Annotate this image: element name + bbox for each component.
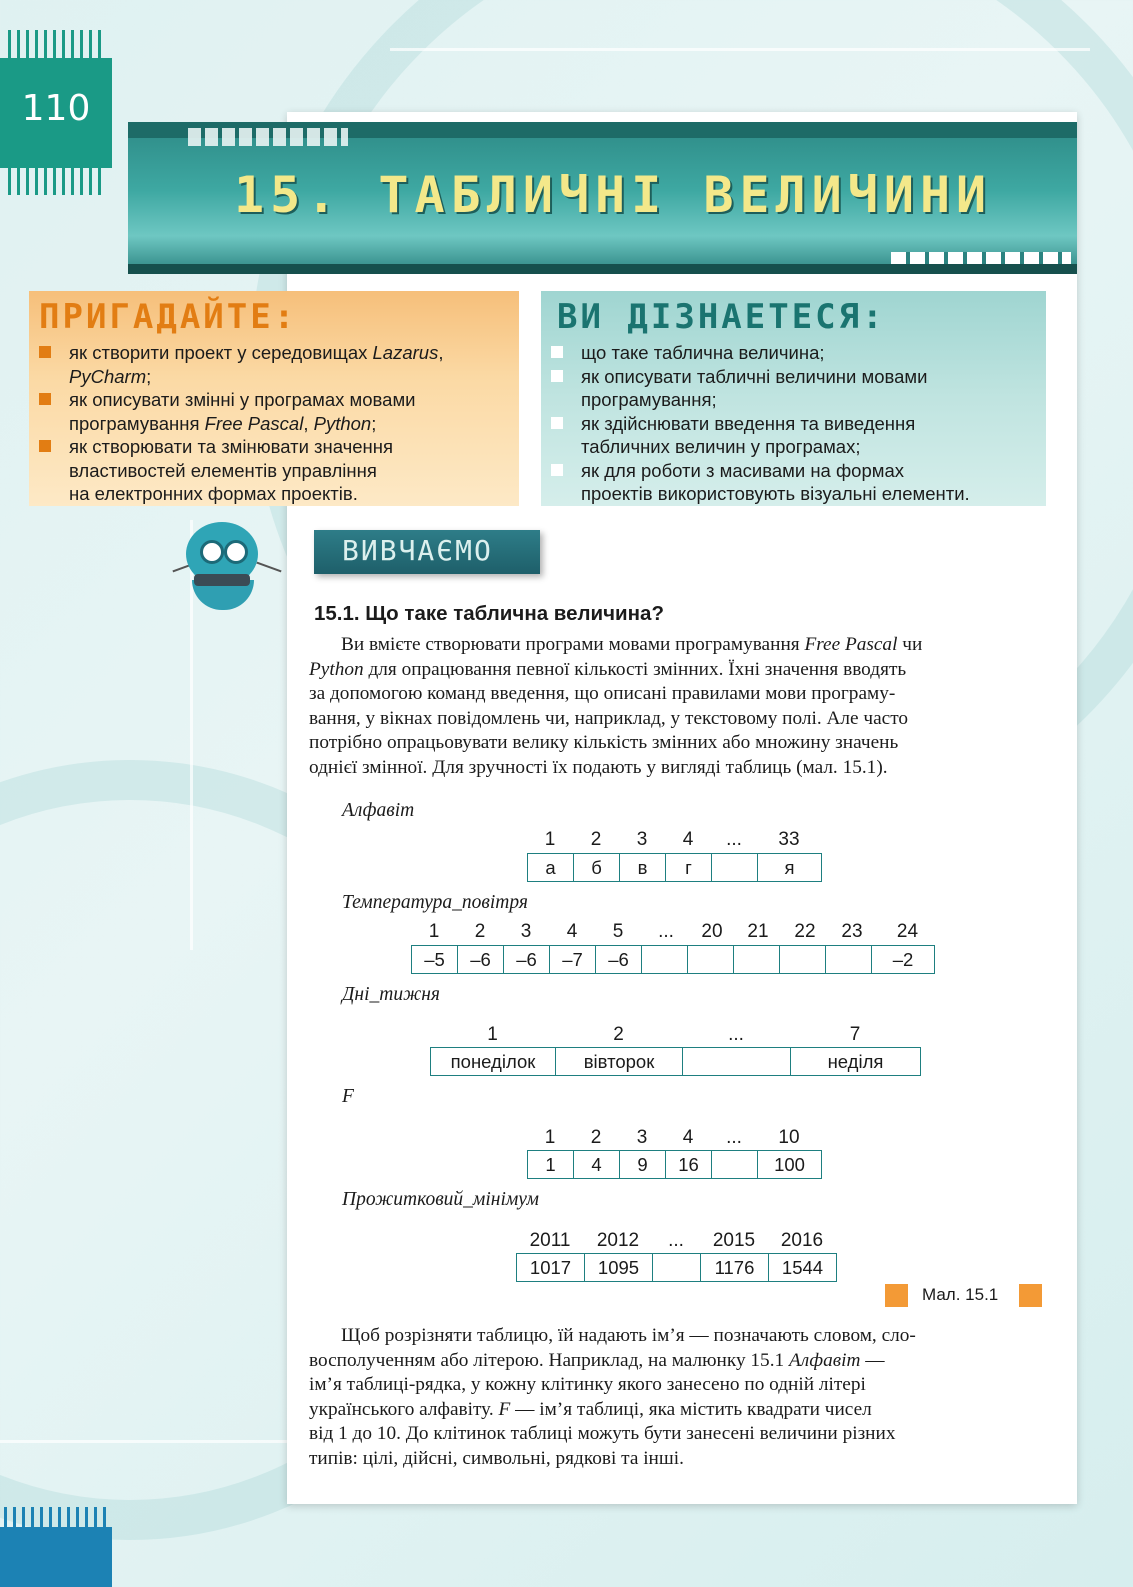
- table-cell: 1544: [769, 1254, 837, 1282]
- table-f: [527, 1150, 822, 1179]
- table-index: 20: [701, 921, 723, 942]
- table-index: 33: [778, 829, 800, 850]
- table-cell: я: [758, 854, 822, 882]
- table-name-alphabet: Алфавіт: [342, 800, 415, 821]
- table-cell: 16: [666, 1151, 712, 1179]
- table-cell: –6: [504, 946, 550, 974]
- background-circuit-line: [390, 48, 1090, 51]
- table-minimum: [516, 1253, 837, 1282]
- learn-title: ВИ ДІЗНАЕТЕСЯ:: [557, 297, 886, 337]
- table-cell: 9: [620, 1151, 666, 1179]
- remember-title: ПРИГАДАЙТЕ:: [39, 297, 298, 337]
- table-cell: 1: [528, 1151, 574, 1179]
- bullet-square-icon: [39, 393, 51, 405]
- remember-list: [39, 341, 509, 506]
- paragraph-naming: Щоб розрізняти таблицю, їй надають ім’я — позначають словом, сло- восполученням або літерою. Наприклад, на малюнку 15.1 Алфавіт — ім’я таблиці-рядка, у кожну клітинку якого занесено по одній літері українського алфавіту. F — ім’я таблиці, яка містить квадрати чисел від 1 до 10. До клітинок таблиці можуть бути занесені величини різних типів: цілі, дійсні, символьні, рядкові та інші.: [309, 1325, 916, 1469]
- remember-box: [29, 291, 519, 506]
- table-index: 5: [612, 921, 624, 942]
- table-cell: –2: [872, 946, 935, 974]
- paragraph-intro: Ви вмієте створювати програми мовами програмування Free Pascal чи Python для опрацювання певної кількості змінних. Їхні значення вводять за допомогою команд введення, що описані правилами мови програму- вання, у вікнах повідомлень чи, наприклад, у текстовому полі. Але часто потрібно опрацьовувати велику кількість змінних або множину значень однієї змінної. Для зручності їх подають у вигляді таблиць (мал. 15.1).: [309, 634, 923, 778]
- table-index: 3: [636, 829, 648, 850]
- list-item: як описувати табличні величини мовами програмування;: [551, 365, 1041, 412]
- table-index: 7: [849, 1024, 861, 1045]
- table-index: 2016: [780, 1230, 824, 1251]
- table-alphabet: [527, 853, 822, 882]
- learn-list: [551, 341, 1041, 506]
- table-index: 2012: [596, 1230, 640, 1251]
- table-index: 4: [566, 921, 578, 942]
- list-item: як описувати змінні у програмах мовами програмування Free Pascal, Python;: [39, 388, 509, 435]
- page-number: 110: [21, 88, 91, 129]
- table-name-temperature: Температура_повітря: [342, 892, 528, 913]
- table-weekdays: [430, 1047, 921, 1076]
- table-cell: в: [620, 854, 666, 882]
- table-index: 21: [747, 921, 769, 942]
- list-item: як для роботи з масивами на формах проектів використовують візуальні елементи.: [551, 459, 1041, 506]
- table-index: 3: [636, 1127, 648, 1148]
- bullet-square-icon: [551, 464, 563, 476]
- chapter-title: 15. ТАБЛИЧНІ ВЕЛИЧИНИ: [234, 166, 993, 224]
- table-index: ...: [726, 1127, 742, 1148]
- chapter-banner: [128, 122, 1077, 274]
- table-cell: [712, 854, 758, 882]
- learn-box: [541, 291, 1046, 506]
- table-index: 22: [794, 921, 816, 942]
- bullet-square-icon: [551, 370, 563, 382]
- caption-marker-icon: [885, 1284, 908, 1307]
- table-cell: 4: [574, 1151, 620, 1179]
- table-index: 2: [474, 921, 486, 942]
- table-cell: г: [666, 854, 712, 882]
- robot-mascot-icon: [172, 522, 282, 612]
- table-cell: [653, 1254, 701, 1282]
- list-item: як створити проект у середовищах Lazarus, PyCharm;: [39, 341, 509, 388]
- table-cell: –7: [550, 946, 596, 974]
- table-cell: –6: [458, 946, 504, 974]
- table-name-f: F: [342, 1086, 354, 1107]
- list-item: як здійснювати введення та виведення табличних величин у програмах;: [551, 412, 1041, 459]
- table-index: 3: [520, 921, 532, 942]
- bullet-square-icon: [551, 346, 563, 358]
- table-index: 1: [544, 1127, 556, 1148]
- table-cell: 1017: [517, 1254, 585, 1282]
- list-item: що таке таблична величина;: [551, 341, 1041, 365]
- table-name-minimum: Прожитковий_мінімум: [342, 1189, 539, 1210]
- table-index: ...: [728, 1024, 744, 1045]
- table-index: 2: [613, 1024, 624, 1045]
- table-cell: [683, 1048, 791, 1076]
- bottom-chip-decoration: [0, 1527, 112, 1587]
- table-index: 2011: [529, 1230, 571, 1251]
- table-cell: вівторок: [556, 1048, 683, 1076]
- table-cell: понеділок: [431, 1048, 556, 1076]
- table-index: 10: [778, 1127, 800, 1148]
- table-cell: [712, 1151, 758, 1179]
- figure-caption: [885, 1284, 1045, 1308]
- bullet-square-icon: [39, 346, 51, 358]
- study-tab: [314, 530, 540, 574]
- section-heading: 15.1. Що таке таблична величина?: [314, 602, 664, 625]
- table-index: ...: [658, 921, 674, 942]
- table-index: 2: [590, 829, 602, 850]
- table-cell: –5: [412, 946, 458, 974]
- table-index: 4: [682, 1127, 694, 1148]
- figure-caption-text: Мал. 15.1: [922, 1285, 999, 1304]
- table-index: 1: [487, 1024, 498, 1045]
- table-name-weekdays: Дні_тижня: [342, 984, 440, 1005]
- table-index: 2: [590, 1127, 602, 1148]
- table-index: 1: [544, 829, 556, 850]
- table-cell: [734, 946, 780, 974]
- table-index: ...: [726, 829, 742, 850]
- table-cell: б: [574, 854, 620, 882]
- table-index: 24: [896, 921, 919, 942]
- table-cell: неділя: [791, 1048, 921, 1076]
- bullet-square-icon: [39, 440, 51, 452]
- table-index: 2015: [712, 1230, 756, 1251]
- table-cell: а: [528, 854, 574, 882]
- table-cell: 100: [758, 1151, 822, 1179]
- table-cell: –6: [596, 946, 642, 974]
- table-temperature: [411, 945, 935, 974]
- table-index: ...: [668, 1230, 684, 1251]
- table-cell: [780, 946, 826, 974]
- table-cell: [642, 946, 688, 974]
- table-cell: [826, 946, 872, 974]
- list-item: як створювати та змінювати значення властивостей елементів управління на електронних формах проектів.: [39, 435, 509, 506]
- background-circuit-line: [0, 1440, 287, 1443]
- caption-marker-icon: [1019, 1284, 1042, 1307]
- table-cell: 1176: [701, 1254, 769, 1282]
- table-cell: 1095: [585, 1254, 653, 1282]
- table-index: 4: [682, 829, 694, 850]
- study-tab-label: ВИВЧАЄМО: [342, 534, 493, 567]
- table-cell: [688, 946, 734, 974]
- table-index: 1: [428, 921, 440, 942]
- table-index: 23: [841, 921, 863, 942]
- bullet-square-icon: [551, 417, 563, 429]
